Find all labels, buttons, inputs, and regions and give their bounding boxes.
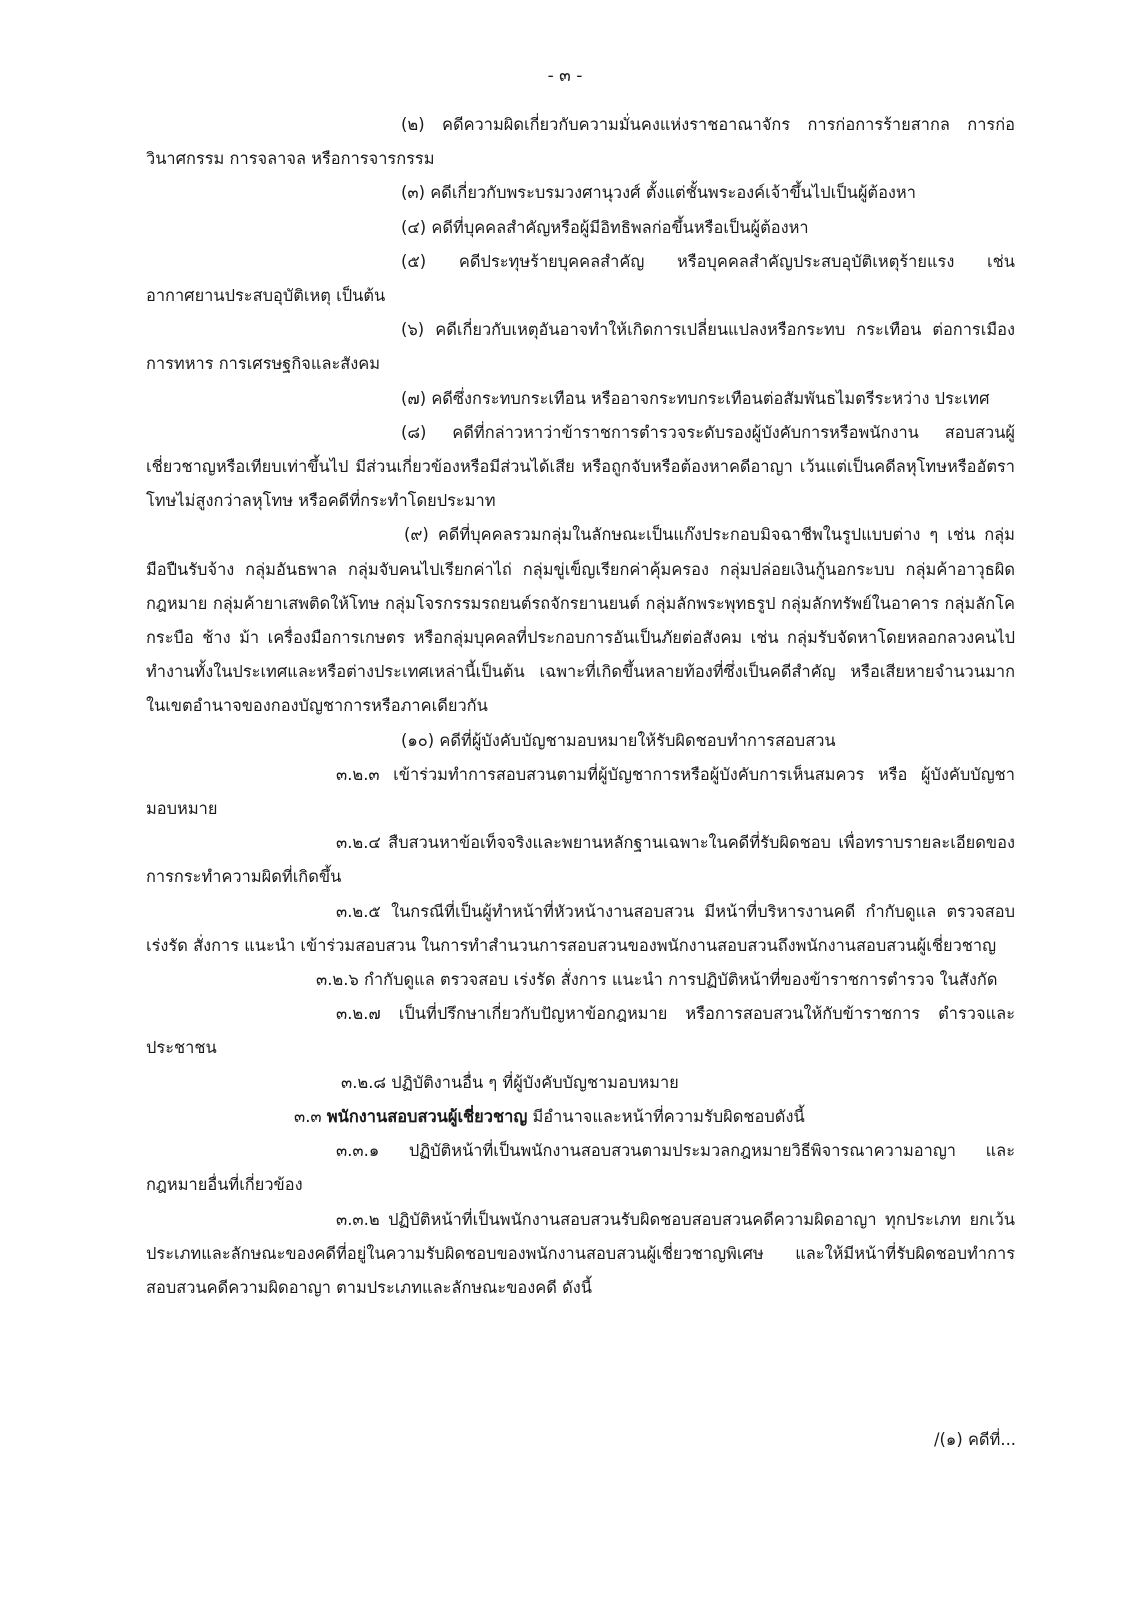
section-3-2-7: ๓.๒.๗ เป็นที่ปรึกษาเกี่ยวกับปัญหาข้อกฎหมาย หรือการสอบสวนให้กับข้าราชการ ตำรวจและประชาชน [146, 1004, 1015, 1058]
section-3-3-title: พนักงานสอบสวนผู้เชี่ยวชาญ [326, 1106, 528, 1126]
paragraph-item-8: (๘) คดีที่กล่าวหาว่าข้าราชการตำรวจระดับรองผู้บังคับการหรือพนักงาน สอบสวนผู้เชี่ยวชาญหรือเทียบเท่าขึ้นไป มีส่วนเกี่ยวข้องหรือมีส่วนได้เสีย หรือถูกจับหรือต้องหาคดีอาญา เว้นแต่เป็นคดีลหุโทษหรืออัตราโทษไม่สูงกว่าลหุโทษ หรือคดีที่กระทำโดยประมาท [146, 422, 1015, 511]
section-3-3-heading [146, 1100, 1015, 1134]
paragraph-item-7: (๗) คดีซึ่งกระทบกระเทือน หรืออาจกระทบกระเทือนต่อสัมพันธไมตรีระหว่าง ประเทศ [401, 388, 990, 408]
section-3-3-2: ๓.๓.๒ ปฏิบัติหน้าที่เป็นพนักงานสอบสวนรับผิดชอบสอบสวนคดีความผิดอาญา ทุกประเภท ยกเว้นประเภทและลักษณะของคดีที่อยู่ในความรับผิดชอบของพนักงานสอบสวนผู้เชี่ยวชาญพิเศษ และให้มีหน้าที่รับผิดชอบทำการสอบสวนคดีความผิดอาญา ตามประเภทและลักษณะของคดี ดังนี้ [146, 1209, 1015, 1297]
continuation-marker: /(๑) คดีที่... [934, 1430, 1016, 1449]
section-3-3-description: มีอำนาจและหน้าที่ความรับผิดชอบดังนี้ [527, 1106, 805, 1126]
section-3-3-1: ๓.๓.๑ ปฏิบัติหน้าที่เป็นพนักงานสอบสวนตามประมวลกฎหมายวิธีพิจารณาความอาญา และกฎหมายอื่นที่เกี่ยวข้อง [146, 1141, 1015, 1195]
paragraph-item-9: (๙) คดีที่บุคคลรวมกลุ่มในลักษณะเป็นแก๊งประกอบมิจฉาชีพในรูปแบบต่าง ๆ เช่น กลุ่มมือปืนรับจ้าง กลุ่มอันธพาล กลุ่มจับคนไปเรียกค่าไถ่ กลุ่มขู่เข็ญเรียกค่าคุ้มครอง กลุ่มปล่อยเงินกู้นอกระบบ กลุ่มค้าอาวุธผิดกฎหมาย กลุ่มค้ายาเสพติดให้โทษ กลุ่มโจรกรรมรถยนต์รถจักรยานยนต์ กลุ่มลักพระพุทธรูป กลุ่มลักทรัพย์ในอาคาร กลุ่มลักโค กระบือ ช้าง ม้า เครื่องมือการเกษตร หรือกลุ่มบุคคลที่ประกอบการอันเป็นภัยต่อสังคม เช่น กลุ่มรับจัดหาโดยหลอกลวงคนไปทำงานทั้งในประเทศและหรือต่างประเทศเหล่านี้เป็นต้น เฉพาะที่เกิดขึ้นหลายท้องที่ซึ่งเป็นคดีสำคัญ หรือเสียหายจำนวนมากในเขตอำนาจของกองบัญชาการหรือภาคเดียวกัน [146, 525, 1015, 716]
section-3-2-4: ๓.๒.๔ สืบสวนหาข้อเท็จจริงและพยานหลักฐานเฉพาะในคดีที่รับผิดชอบ เพื่อทราบรายละเอียดของการกระทำความผิดที่เกิดขึ้น [146, 833, 1015, 887]
section-3-2-3: ๓.๒.๓ เข้าร่วมทำการสอบสวนตามที่ผู้บัญชาการหรือผู้บังคับการเห็นสมควร หรือ ผู้บังคับบัญชามอบหมาย [146, 764, 1015, 819]
paragraph-item-6: (๖) คดีเกี่ยวกับเหตุอันอาจทำให้เกิดการเปลี่ยนแปลงหรือกระทบ กระเทือน ต่อการเมือง การทหาร การเศรษฐกิจและสังคม [146, 320, 1015, 374]
section-3-3-number: ๓.๓ [294, 1106, 322, 1126]
paragraph-item-10: (๑๐) คดีที่ผู้บังคับบัญชามอบหมายให้รับผิดชอบทำการสอบสวน [401, 730, 836, 750]
section-3-2-5: ๓.๒.๕ ในกรณีที่เป็นผู้ทำหน้าที่หัวหน้างานสอบสวน มีหน้าที่บริหารงานคดี กำกับดูแล ตรวจสอบ เร่งรัด สั่งการ แนะนำ เข้าร่วมสอบสวน ในการทำสำนวนการสอบสวนของพนักงานสอบสวนถึงพนักงานสอบสวนผู้เชี่ยวชาญ [146, 901, 1015, 955]
paragraph-item-5: (๕) คดีประทุษร้ายบุคคลสำคัญ หรือบุคคลสำคัญประสบอุบัติเหตุร้ายแรง เช่น อากาศยานประสบอุบัติเหตุ เป็นต้น [146, 251, 1015, 306]
section-3-2-8: ๓.๒.๘ ปฏิบัติงานอื่น ๆ ที่ผู้บังคับบัญชามอบหมาย [341, 1072, 679, 1092]
paragraph-item-2: (๒) คดีความผิดเกี่ยวกับความมั่นคงแห่งราชอาณาจักร การก่อการร้ายสากล การก่อวินาศกรรม การจลาจล หรือการจารกรรม [146, 115, 1015, 169]
paragraph-item-4: (๔) คดีที่บุคคลสำคัญหรือผู้มีอิทธิพลก่อขึ้นหรือเป็นผู้ต้องหา [401, 217, 809, 237]
paragraph-item-3: (๓) คดีเกี่ยวกับพระบรมวงศานุวงศ์ ตั้งแต่ชั้นพระองค์เจ้าขึ้นไปเป็นผู้ต้องหา [401, 183, 916, 203]
document-body [146, 108, 1015, 1305]
page-number: - ๓ - [547, 66, 583, 86]
section-3-2-6: ๓.๒.๖ กำกับดูแล ตรวจสอบ เร่งรัด สั่งการ แนะนำ การปฏิบัติหน้าที่ของข้าราชการตำรวจ ในสังกัด [316, 970, 998, 990]
